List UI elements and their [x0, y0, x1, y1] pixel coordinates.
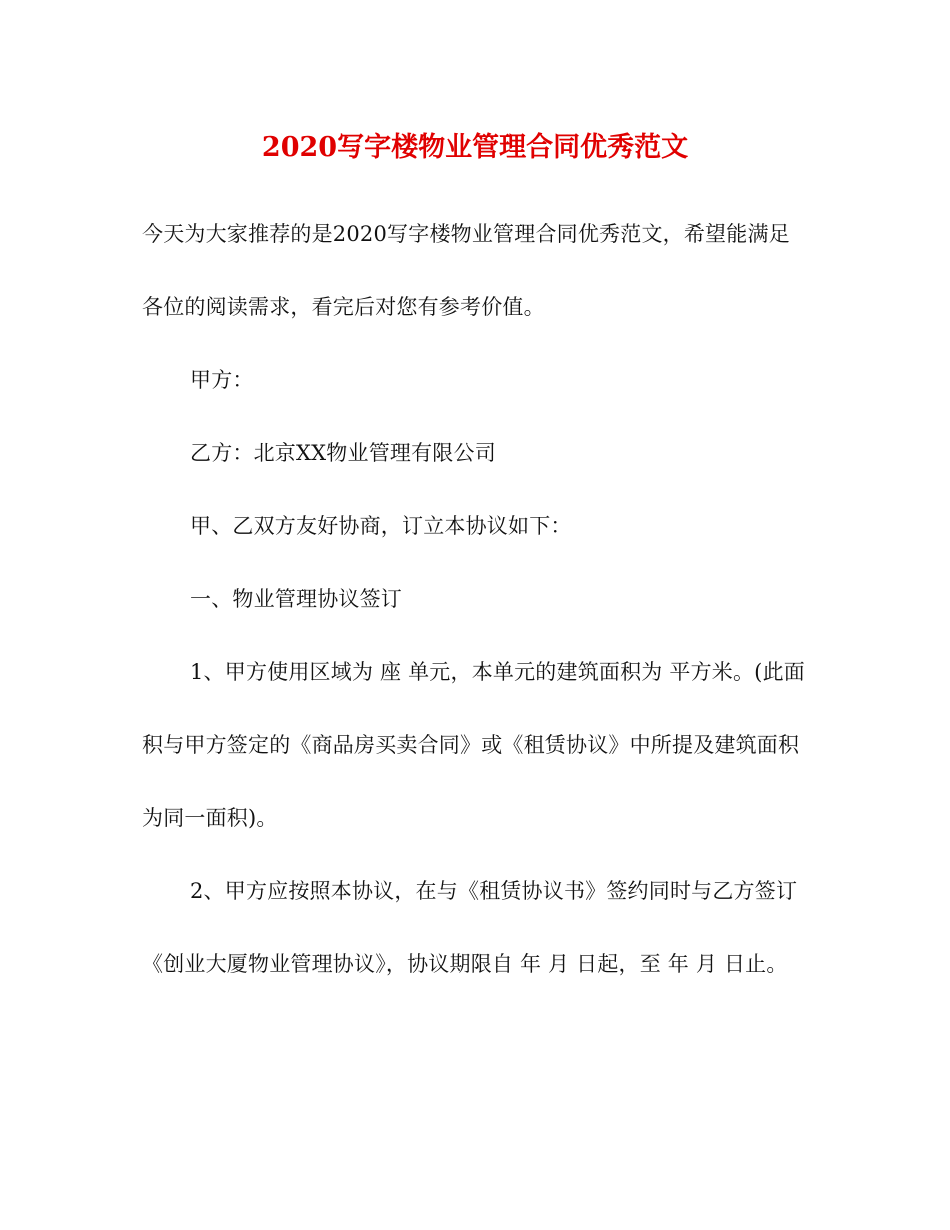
item-2-paragraph: 2、甲方应按照本协议，在与《租赁协议书》签约同时与乙方签订《创业大厦物业管理协议》，协议期限自 年 月 日起，至 年 月 日止。 — [142, 879, 798, 976]
agreement-paragraph: 甲、乙双方友好协商，订立本协议如下： — [190, 514, 572, 538]
intro-paragraph: 今天为大家推荐的是2020写字楼物业管理合同优秀范文，希望能满足各位的阅读需求，看完后对您有参考价值。 — [142, 222, 790, 319]
party-a-paragraph: 甲方： — [190, 368, 254, 392]
party-b-paragraph: 乙方：北京XX物业管理有限公司 — [190, 441, 496, 465]
section-1-heading: 一、物业管理协议签订 — [190, 587, 402, 611]
document-title: 2020写字楼物业管理合同优秀范文 — [261, 132, 689, 163]
item-1-paragraph: 1、甲方使用区域为 座 单元，本单元的建筑面积为 平方米。(此面积与甲方签定的《商品房买卖合同》或《租赁协议》中所提及建筑面积为同一面积)。 — [142, 660, 805, 830]
